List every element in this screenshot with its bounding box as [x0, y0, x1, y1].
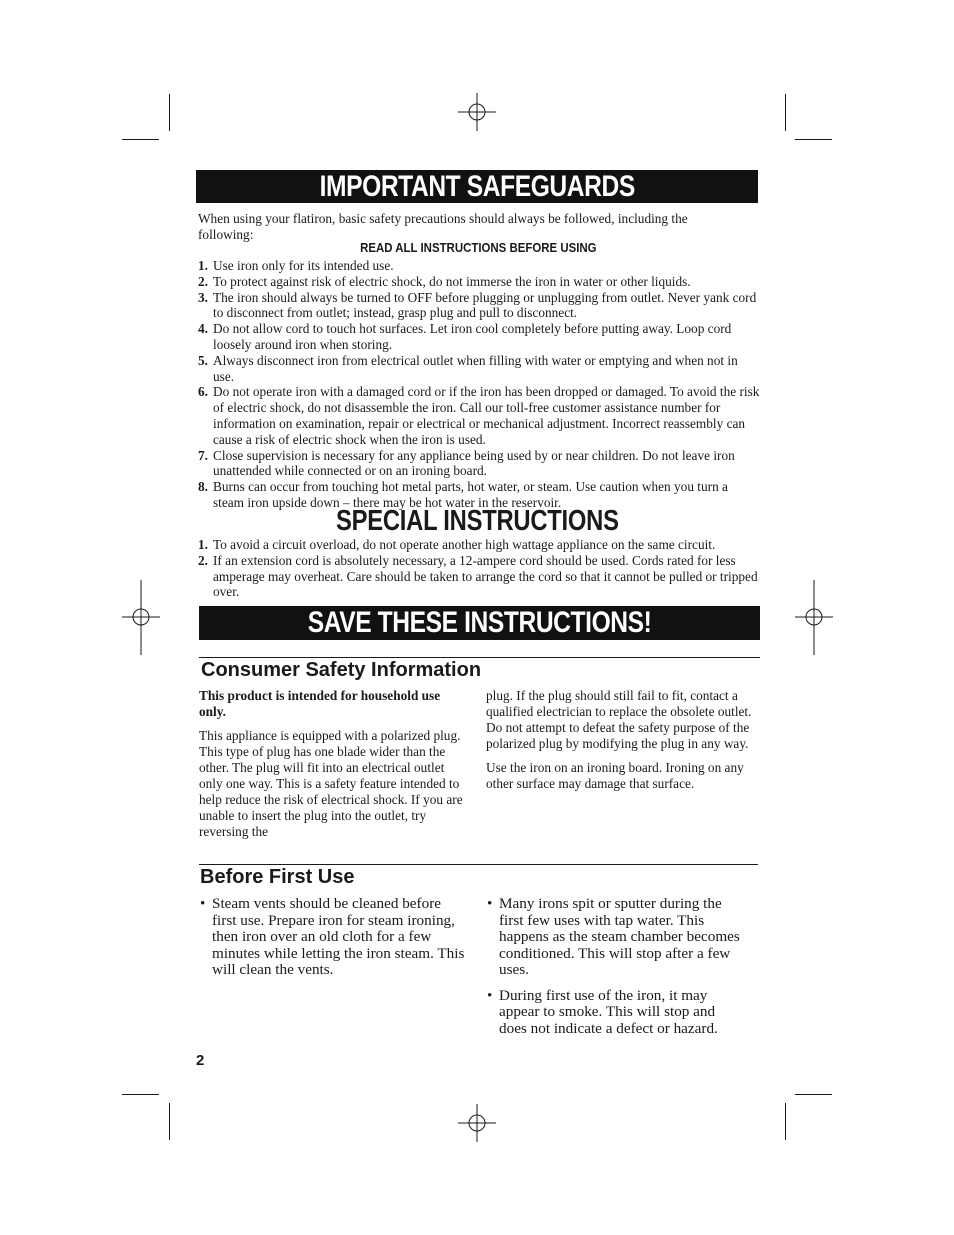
consumer-safety-title: Consumer Safety Information — [201, 659, 482, 681]
bullet-item — [487, 896, 745, 979]
list-item-text: Close supervision is necessary for any appliance being used by or near children. Do not leave iron unattended while connected or on an ironing board. — [213, 447, 735, 479]
list-item — [198, 553, 760, 600]
special-instructions-heading: SPECIAL INSTRUCTIONS — [335, 505, 619, 537]
list-item — [198, 290, 760, 322]
intro-text: When using your flatiron, basic safety precautions should always be followed, including the following: — [198, 211, 688, 242]
crop-mark — [785, 1103, 786, 1140]
crop-mark — [785, 94, 786, 131]
important-safeguards-banner — [196, 170, 758, 203]
consumer-left-column — [199, 688, 467, 848]
registration-mark-icon — [458, 93, 496, 131]
important-safeguards-title: IMPORTANT SAFEGUARDS — [319, 170, 635, 203]
bullet-icon: • — [487, 986, 493, 1004]
page-number: 2 — [196, 1052, 205, 1069]
registration-mark-icon — [122, 580, 160, 655]
list-item-text: To avoid a circuit overload, do not operate another high wattage appliance on the same circuit. — [213, 537, 716, 552]
section-divider — [199, 864, 758, 865]
bullet-text: Many irons spit or sputter during the first few uses with tap water. This happens as the steam chamber becomes conditioned. This will stop after a few uses. — [499, 895, 740, 978]
registration-mark-icon — [458, 1104, 496, 1142]
list-item-number: 2. — [198, 273, 208, 289]
polarized-plug-paragraph: This appliance is equipped with a polarized plug. This type of plug has one blade wider than the other. The plug will fit into an electrical outlet only one way. This is a safety feature intended to help reduce the risk of electrical shock. If you are unable to insert the plug into the outlet, try reversing the — [199, 728, 463, 839]
plug-fit-paragraph: plug. If the plug should still fail to fit, contact a qualified electrician to replace the obsolete outlet. Do not attempt to defeat the safety purpose of the polarized plug by modifying the plug in any way. — [486, 688, 752, 751]
list-item-text: Burns can occur from touching hot metal parts, hot water, or steam. Use caution when you turn a steam iron upside down – there may be hot water in the reservoir. — [213, 479, 728, 510]
read-all-instructions: READ ALL INSTRUCTIONS BEFORE USING — [359, 240, 597, 255]
bullet-item — [200, 896, 465, 979]
household-use-note: This product is intended for household use only. — [199, 688, 441, 719]
list-item-text: Use iron only for its intended use. — [213, 258, 394, 273]
section-divider — [199, 657, 760, 658]
list-item-number: 8. — [198, 479, 208, 495]
bullet-text: Steam vents should be cleaned before first use. Prepare iron for steam ironing, then iron over an old cloth for a few minutes while letting the iron steam. This will clean the vents. — [212, 895, 465, 978]
list-item — [198, 448, 760, 480]
list-item-text: Do not operate iron with a damaged cord or if the iron has been dropped or damaged. To avoid the risk of electric shock, do not disassemble the iron. Call our toll-free customer assistance number for information on examination, repair or electrical or mechanical adjustment. Incorrect reassembly can cause a risk of electric shock when the iron is used. — [213, 384, 760, 447]
list-item — [198, 258, 760, 274]
list-item-text: If an extension cord is absolutely necessary, a 12-ampere cord should be used. Cords rated for less amperage may overheat. Care should be taken to arrange the cord so that it cannot be pulled or tripped over. — [213, 552, 758, 600]
list-item-number: 3. — [198, 289, 208, 305]
crop-mark — [169, 1103, 170, 1140]
crop-mark — [122, 139, 159, 140]
consumer-right-column — [486, 688, 758, 800]
list-item-text: Do not allow cord to touch hot surfaces. Let iron cool completely before putting away. Loop cord loosely around iron when storing. — [213, 321, 732, 352]
bullet-icon: • — [487, 895, 493, 912]
list-item-number: 6. — [198, 384, 208, 400]
before-first-use-title: Before First Use — [200, 866, 355, 888]
save-instructions-title: SAVE THESE INSTRUCTIONS! — [307, 606, 652, 639]
list-item — [198, 321, 760, 353]
crop-mark — [122, 1094, 159, 1095]
list-item-text: To protect against risk of electric shock, do not immerse the iron in water or other liquids. — [213, 273, 691, 289]
save-instructions-banner — [199, 606, 760, 640]
special-instructions-list — [198, 537, 760, 600]
list-item-text: The iron should always be turned to OFF before plugging or unplugging from outlet. Never yank cord to disconnect from outlet; instead, grasp plug and pull to disconnect. — [213, 289, 757, 321]
list-item-text: Always disconnect iron from electrical outlet when filling with water or emptying and when not in use. — [213, 352, 738, 384]
list-item-number: 7. — [198, 447, 208, 463]
bullet-icon: • — [200, 895, 206, 912]
list-item-number: 2. — [198, 552, 208, 568]
list-item-number: 1. — [198, 537, 208, 552]
crop-mark — [795, 139, 832, 140]
safeguards-list — [198, 258, 760, 511]
before-first-use-right-list — [487, 896, 745, 1046]
registration-mark-icon — [795, 580, 833, 655]
crop-mark — [795, 1094, 832, 1095]
list-item — [198, 274, 760, 290]
crop-mark — [169, 94, 170, 131]
bullet-text: During first use of the iron, it may appear to smoke. This will stop and does not indicate a defect or hazard. — [499, 986, 718, 1037]
list-item — [198, 537, 760, 553]
list-item-number: 1. — [198, 258, 208, 273]
before-first-use-left-list — [200, 896, 465, 988]
list-item — [198, 353, 760, 385]
list-item-number: 4. — [198, 321, 208, 337]
list-item — [198, 384, 760, 447]
list-item-number: 5. — [198, 352, 208, 368]
bullet-item — [487, 988, 745, 1038]
ironing-board-paragraph: Use the iron on an ironing board. Ironing on any other surface may damage that surface. — [486, 760, 744, 791]
